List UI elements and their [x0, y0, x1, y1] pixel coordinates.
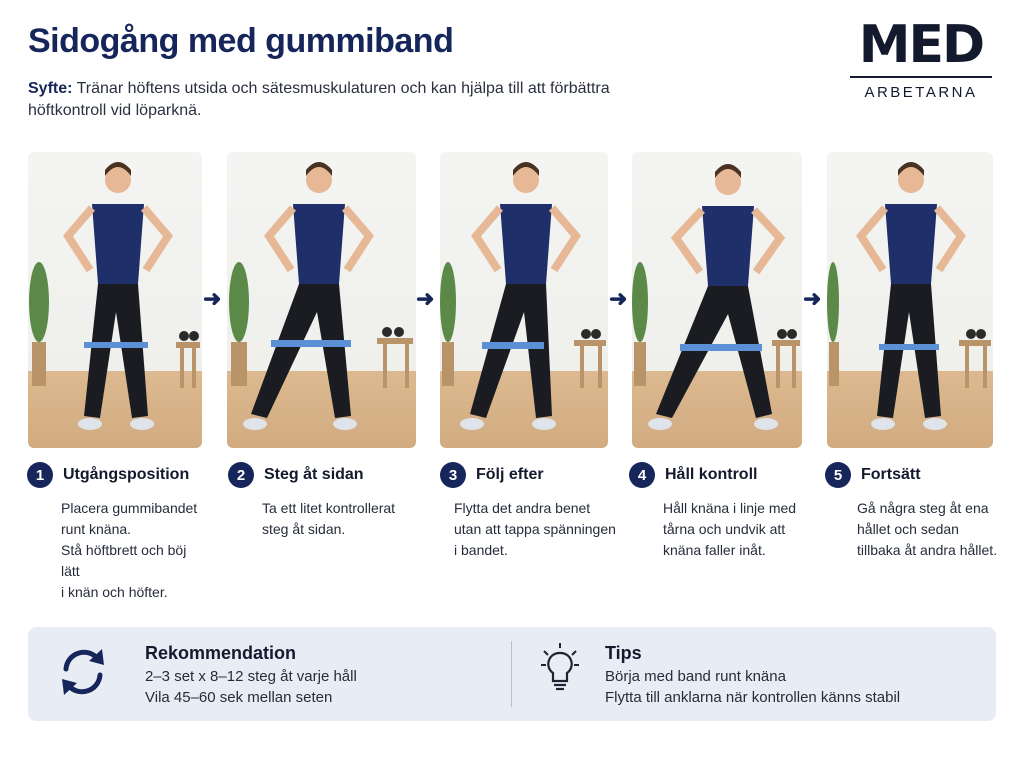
step-text: Placera gummibandet runt knäna. Stå höftbrett och böj lätt i knän och höfter.	[61, 500, 198, 600]
logo-subtitle: ARBETARNA	[864, 84, 978, 101]
step-number: 1	[27, 462, 53, 488]
step-3	[440, 462, 620, 561]
arrow-icon: ➜	[609, 286, 628, 311]
tips-title: Tips	[605, 643, 642, 663]
recommendation-line: Vila 45–60 sek mellan seten	[145, 689, 333, 706]
step-5	[825, 462, 1005, 561]
panel-divider	[511, 641, 512, 707]
step-text: Håll knäna i linje med tårna och undvik att knäna faller inåt.	[663, 500, 797, 558]
exercise-photo-4	[632, 152, 802, 448]
figure-illustration-2	[227, 152, 416, 448]
recommendation-line: 2–3 set x 8–12 steg åt varje håll	[145, 668, 357, 685]
step-number: 4	[629, 462, 655, 488]
step-title: Följ efter	[476, 466, 544, 483]
figure-illustration-4	[632, 152, 802, 448]
step-text: Ta ett litet kontrollerat steg åt sidan.	[262, 500, 396, 537]
exercise-photo-2	[227, 152, 416, 448]
info-panel	[28, 627, 996, 721]
arrow-icon: ➜	[203, 286, 222, 311]
step-text: Gå några steg åt ena hållet och sedan tillbaka åt andra hållet.	[857, 500, 998, 558]
step-number: 2	[228, 462, 254, 488]
tips-line: Börja med band runt knäna	[605, 668, 786, 685]
step-text: Flytta det andra benet utan att tappa spänningen i bandet.	[454, 500, 616, 558]
step-number: 5	[825, 462, 851, 488]
figure-illustration-5	[827, 152, 993, 448]
recommendation-title: Rekommendation	[145, 643, 297, 663]
step-number: 3	[440, 462, 466, 488]
step-title: Håll kontroll	[665, 466, 758, 483]
step-2	[228, 462, 408, 540]
exercise-photo-1	[28, 152, 202, 448]
purpose-text	[28, 78, 668, 122]
arrow-icon: ➜	[803, 286, 822, 311]
purpose-label: Syfte:	[28, 80, 73, 97]
exercise-photo-5	[827, 152, 993, 448]
lightbulb-icon	[540, 641, 580, 697]
page-title: Sidogång med gummiband	[28, 22, 454, 60]
figure-illustration-1	[28, 152, 202, 448]
step-title: Fortsätt	[861, 466, 921, 483]
logo-mark: MED	[858, 15, 984, 75]
purpose-body: Tränar höftens utsida och sätesmuskulaturen och kan hjälpa till att förbättra höftkontroll vid löparknä.	[28, 80, 610, 119]
refresh-icon	[58, 645, 108, 699]
step-1	[27, 462, 207, 603]
step-title: Utgångsposition	[63, 466, 190, 483]
tips-line: Flytta till anklarna när kontrollen känns stabil	[605, 689, 901, 706]
step-4	[629, 462, 809, 561]
exercise-photo-3	[440, 152, 608, 448]
logo	[850, 15, 992, 101]
logo-divider	[850, 76, 992, 78]
arrow-icon: ➜	[416, 286, 435, 311]
figure-illustration-3	[440, 152, 608, 448]
step-title: Steg åt sidan	[264, 466, 364, 483]
